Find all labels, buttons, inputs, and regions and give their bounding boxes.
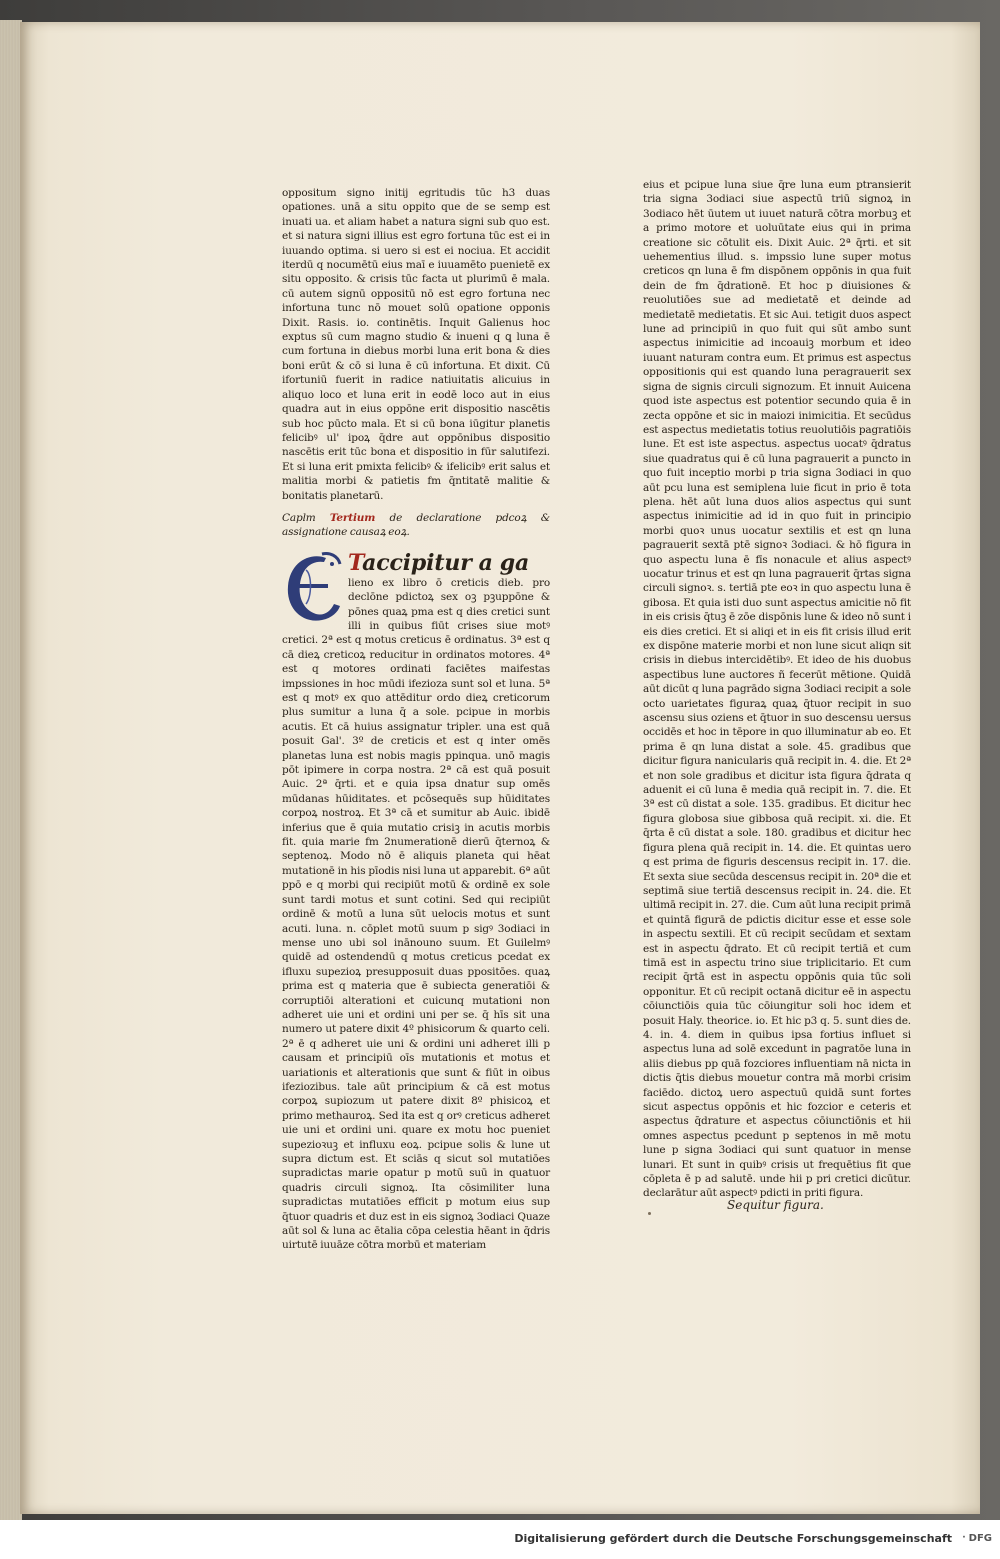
incipit-word: accipitur a ga (362, 549, 530, 576)
incipit-block (282, 550, 550, 1253)
dfg-logo-dots-icon: · (962, 1533, 967, 1543)
sequitur-caption: Sequitur figura. (727, 1198, 824, 1212)
left-paragraph-1: oppositum signo initij egritudis tūc h3 duas opationes. unā a situ oppito que de se semp est inuati ua. et aliam habet a natura signi sub quo est. et si natura signi illius est egro fortuna tūc est ei in iuuando optima. si uero si est ei nociua. Et accidit iterdū q nocumētū eius maī e iuuamēto puenietē ex situ opposito. & crisis tūc facta ut plurimū ē mala. cū autem signū oppositū nō est egro fortuna nec infortuna tunc nō mouet solū opatione opponis Dixit. Rasis. io. continētis. Inquit Galienus hoc exptus sū cum magno studio & inueni q ꝗ luna ē cum fortuna in diebus morbi luna erit bona & dies boni erūt & cō si luna ē cū infortuna. Et dixit. Cū ifortuniū fuerit in radice natiuitatis alicuius in aliquo loco et luna erit in eodē loco aut in eius quadra aut in eius oppōne erit dispositio nascētis sub hoc pūcto mala. Et si cū bona iūgitur planetis felicibꝰ ul' ipoꝝ q̄dre aut oppōnibus dispositio nascētis erit tūc bona et dispositio in fūr salutifezi. Et si luna erit pmixta felicibꝰ & ifelicibꝰ erit salus et malitia morbi & patietis fm q̄ntitatē malitie & bonitatis planetarū. (282, 187, 550, 502)
right-text-column (643, 178, 911, 1200)
incipit-rubric: T (348, 549, 363, 576)
chapter-label: Caplm (282, 511, 316, 524)
chapter-heading (282, 511, 550, 540)
dfg-logo (962, 1530, 992, 1546)
chapter-text: de declaratione pdcoꝝ & assignatione causaꝝ eoꝝ. (282, 511, 550, 539)
left-text-column (282, 186, 550, 1254)
page-mark (648, 1212, 651, 1215)
chapter-rubric: Tertium (329, 511, 376, 524)
digitization-footer (0, 1520, 1000, 1559)
left-paragraph-2: lieno ex libro ō creticis dieb. pro declōne pdictoꝝ sex oꝫ pꝫuppōne & pōnes quaꝝ pma est q dies cretici sunt illi in quibus fiūt crises siue motꝰ cretici. 2ª est q motus creticus ē ordinatus. 3ª est q cā dieꝝ creticoꝝ reducitur in ordinatos motores. 4ª est q motores ordinati faciētes maifestas impssiones in hoc mūdi ifezioza sunt sol et luna. 5ª est q motꝰ ex quo attēditur ordo dieꝝ creticorum plus sumitur a luna q̄ a sole. pcipue in morbis acutis. Et cā huius assignatur tripler. una est quā posuit Gal'. 3º de creticis et est q inter omēs planetas luna est nobis magis ppinqua. unō magis pōt ipimere in corpa nostra. 2ª cā est quā posuit Auic. 2ª q̄rti. et e quia ipsa dnatur sup omēs mūdanas hūiditates. et pcōsequēs sup hūiditates corpoꝝ nostroꝝ. Et 3ª cā et sumitur ab Auic. ibidē inferius que ē quia mutatio crisiꝫ in acutis morbis fit. quia marie fm 2numerationē dierū q̄ternoꝝ & septenoꝝ. Modo nō ē aliquis planeta qui hēat mutationē in his pīodis nisi luna ut apparebit. 6ª aūt ppō e q morbi qui recipiūt motū & ordinē ex sole sunt tardi motus et sunt cotini. Sed qui recipiūt ordinē & motū a luna sūt uelocis motus et sunt acuti. luna. n. cōplet motū suum p sigꝰ 3odiaci in mense uno ubi sol inānouno suum. Et Guilelmꝰ quidē ad ostendendū q motus creticus pcedat ex ifluxu supezioꝝ presupposuit duas ppositōes. quaꝝ prima est q materia que ē subiecta generatiōi & corruptiōi alterationi et cuicunq mutationi non adheret uie uni et ordini uni per se. q̄ hīs sit una numero ut patere dixit 4º phisicorum & quarto celi. 2ª ē q adheret uie uni & ordini uni adheret illi p causam et principiū oīs mutationis et motus et uariationis et alterationis que sunt & fiūt in oibus ifeziozibus. tale aūt principium & cā est motus corpoꝝ supiozum ut patere dixit 8º phisicoꝝ et primo methauroꝝ. Sed ita est q orꝰ creticus adheret uie uni et ordini uni. quare ex motu hoc pueniet supezioꝛuꝫ et influxu eoꝝ. pcipue solis & lune ut supra dictum est. Et sciās q sicut sol mutatiōes supradictas marie opatur p motū suū in quatuor quadris circuli signoꝝ. Ita cōsimiliter luna supradictas mutatiōes efficit p motum eius sup q̄tuor quadris et duz est in eis signoꝝ 3odiaci Quaze aūt sol & luna ac ētalia cōpa celestia hēant in q̄dris uirtutē iuuāze cōtra morbū et materiam (282, 576, 550, 1252)
right-paragraph: eius et pcipue luna siue q̄re luna eum ptransierit tria signa 3odiaci siue aspectū triū signoꝝ in 3odiaco hēt ūutem ut iuuet naturā cōtra morbuꝫ et a primo motore et uoluūtate eius qui in prima creatione sic cōtulit eis. Dixit Auic. 2ª q̄rti. et sit uehementius illud. s. impssio lune super motus creticos qn luna ē fm dispōnem oppōnis in qua fuit dein de fm q̄drationē. Et hoc p diuisiones & reuolutiōes sue ad medietatē et deinde ad medietatē medietatis. Et sic Aui. tetigit duos aspect lune ad principiū in quo fuit qui sūt ambo sunt aspectus inimicitie ad incoauiꝫ morbum et ideo iuuant naturam contra eum. Et primus est aspectus oppositionis qui est quando luna peragrauerit sex signa de signis circuli signozum. Et innuit Auicena quod iste aspectus est potentior secundo quia ē in zecta oppōne et sic in maiozi inimicitia. Et secūdus est aspectus medietatis totius reuolutiōis pagratiōis lune. Et est iste aspectus. aspectus uocatꝰ q̄dratus siue quadratus qui ē cū luna pagrauerit a puncto in quo fuit inceptio morbi p tria signa 3odiaci in quo aūt pcu luna est semiplena luie ficut in prio ē tota plena. hēt aūt luna duos alios aspectus qui sunt aspectus inimicitie ad id in quo fuit in principio morbi quoꝛ unus uocatur sextilis et est qn luna pagrauerit sextā ptē signoꝛ 3odiaci. & hō figura in quo aspectu luna ē fīs nonacule et alius aspectꝰ uocatur trinus et est qn luna pagrauerit q̄rtas signa circuli signoꝛ. s. tertiā pte eoꝛ in quo aspectu luna ē gibosa. Et quia isti duo sunt aspectus amicitie nō fit in eis crisis q̄tuꝫ ē zōe dispōnis lune & ideo nō sunt i eis dies cretici. Et si aliqi et in eis fit crisis illud erit ex dispōne materie morbi et non lune sicut aliqn sit crisis in diebus intercidētibꝰ. Et ideo de his duobus aspectibus lune auctores ñ fecerūt mētione. Quidā aūt dicūt q luna pagrādo signa 3odiaci recipit a sole octo uarietates figuraꝝ quaꝝ q̄tuor recipit in suo ascensu sius oziens et q̄tuor in suo descensu uersus occidēs et hoc in tēpore in quo illuminatur ab eo. Et prima ē qn luna distat a sole. 45. gradibus que dicitur figura nanicularis quā recipit in. 4. die. Et 2ª et non sole gradibus et dicitur ista figura q̄drata q aduenit ei cū luna ē media quā recipit in. 7. die. Et 3ª est cū distat a sole. 135. gradibus. Et dicitur hec figura globosa siue gibbosa quā recipit. xi. die. Et q̄rta ē cū distat a sole. 180. gradibus et dicitur hec figura plena quā recipit in. 14. die. Et quintas uero q est prima de figuris descensus recipit in. 17. die. Et sexta siue secūda descensus recipit in. 20ª die et septimā siue tertiā descensus recipit in. 24. die. Et ultimā recipit in. 27. die. Cum aūt luna recipit primā et quintā figurā de pdictis dicitur esse et esse sole in aspectu sextili. Et cū recipit secūdam et sextam est in aspectu q̄drato. Et cū recipit tertiā et cum timā est in aspectu trino siue triplicitario. Et cum recipit q̄rtā est in aspectu oppōnis quia tūc soli opponitur. Et cū recipit octanā dicitur eē in aspectu cōiunctiōis quia tūc cōiungitur soli hoc idem et posuit Haly. theorice. io. Et hic p3 q. 5. sunt dies de. 4. in. 4. diem in quibus ipsa fortius influet si aspectus luna ad solē excedunt in pagratōe luna in aliis diebus pp quā fozciores influentiam nā nicta in dictis q̄tis diebus mouetur contra mā morbi crisim faciēdo. dictoꝝ uero aspectuū quidā sunt fortes sicut aspectus oppōnis et hic fozcior e ceteris et aspectus q̄drature et aspectus cōiunctiōnis et hii omnes aspectus pcedunt p septenos in mē motu lune p signa 3odiaci qui sunt quatuor in mense lunari. Et sunt in quibꝰ crisis ut frequētius fit que cōpleta ē p ad salutē. unde hii p pri cretici dicūtur. declarātur aūt aspectꝰ pdicti in priti figura. (643, 179, 911, 1200)
footer-credit: Digitalisierung gefördert durch die Deutsche Forschungsgemeinschaft (514, 1532, 952, 1545)
page-stack-edge (0, 20, 22, 1520)
dfg-logo-text: DFG (968, 1532, 992, 1544)
decorated-initial-icon (282, 550, 342, 626)
